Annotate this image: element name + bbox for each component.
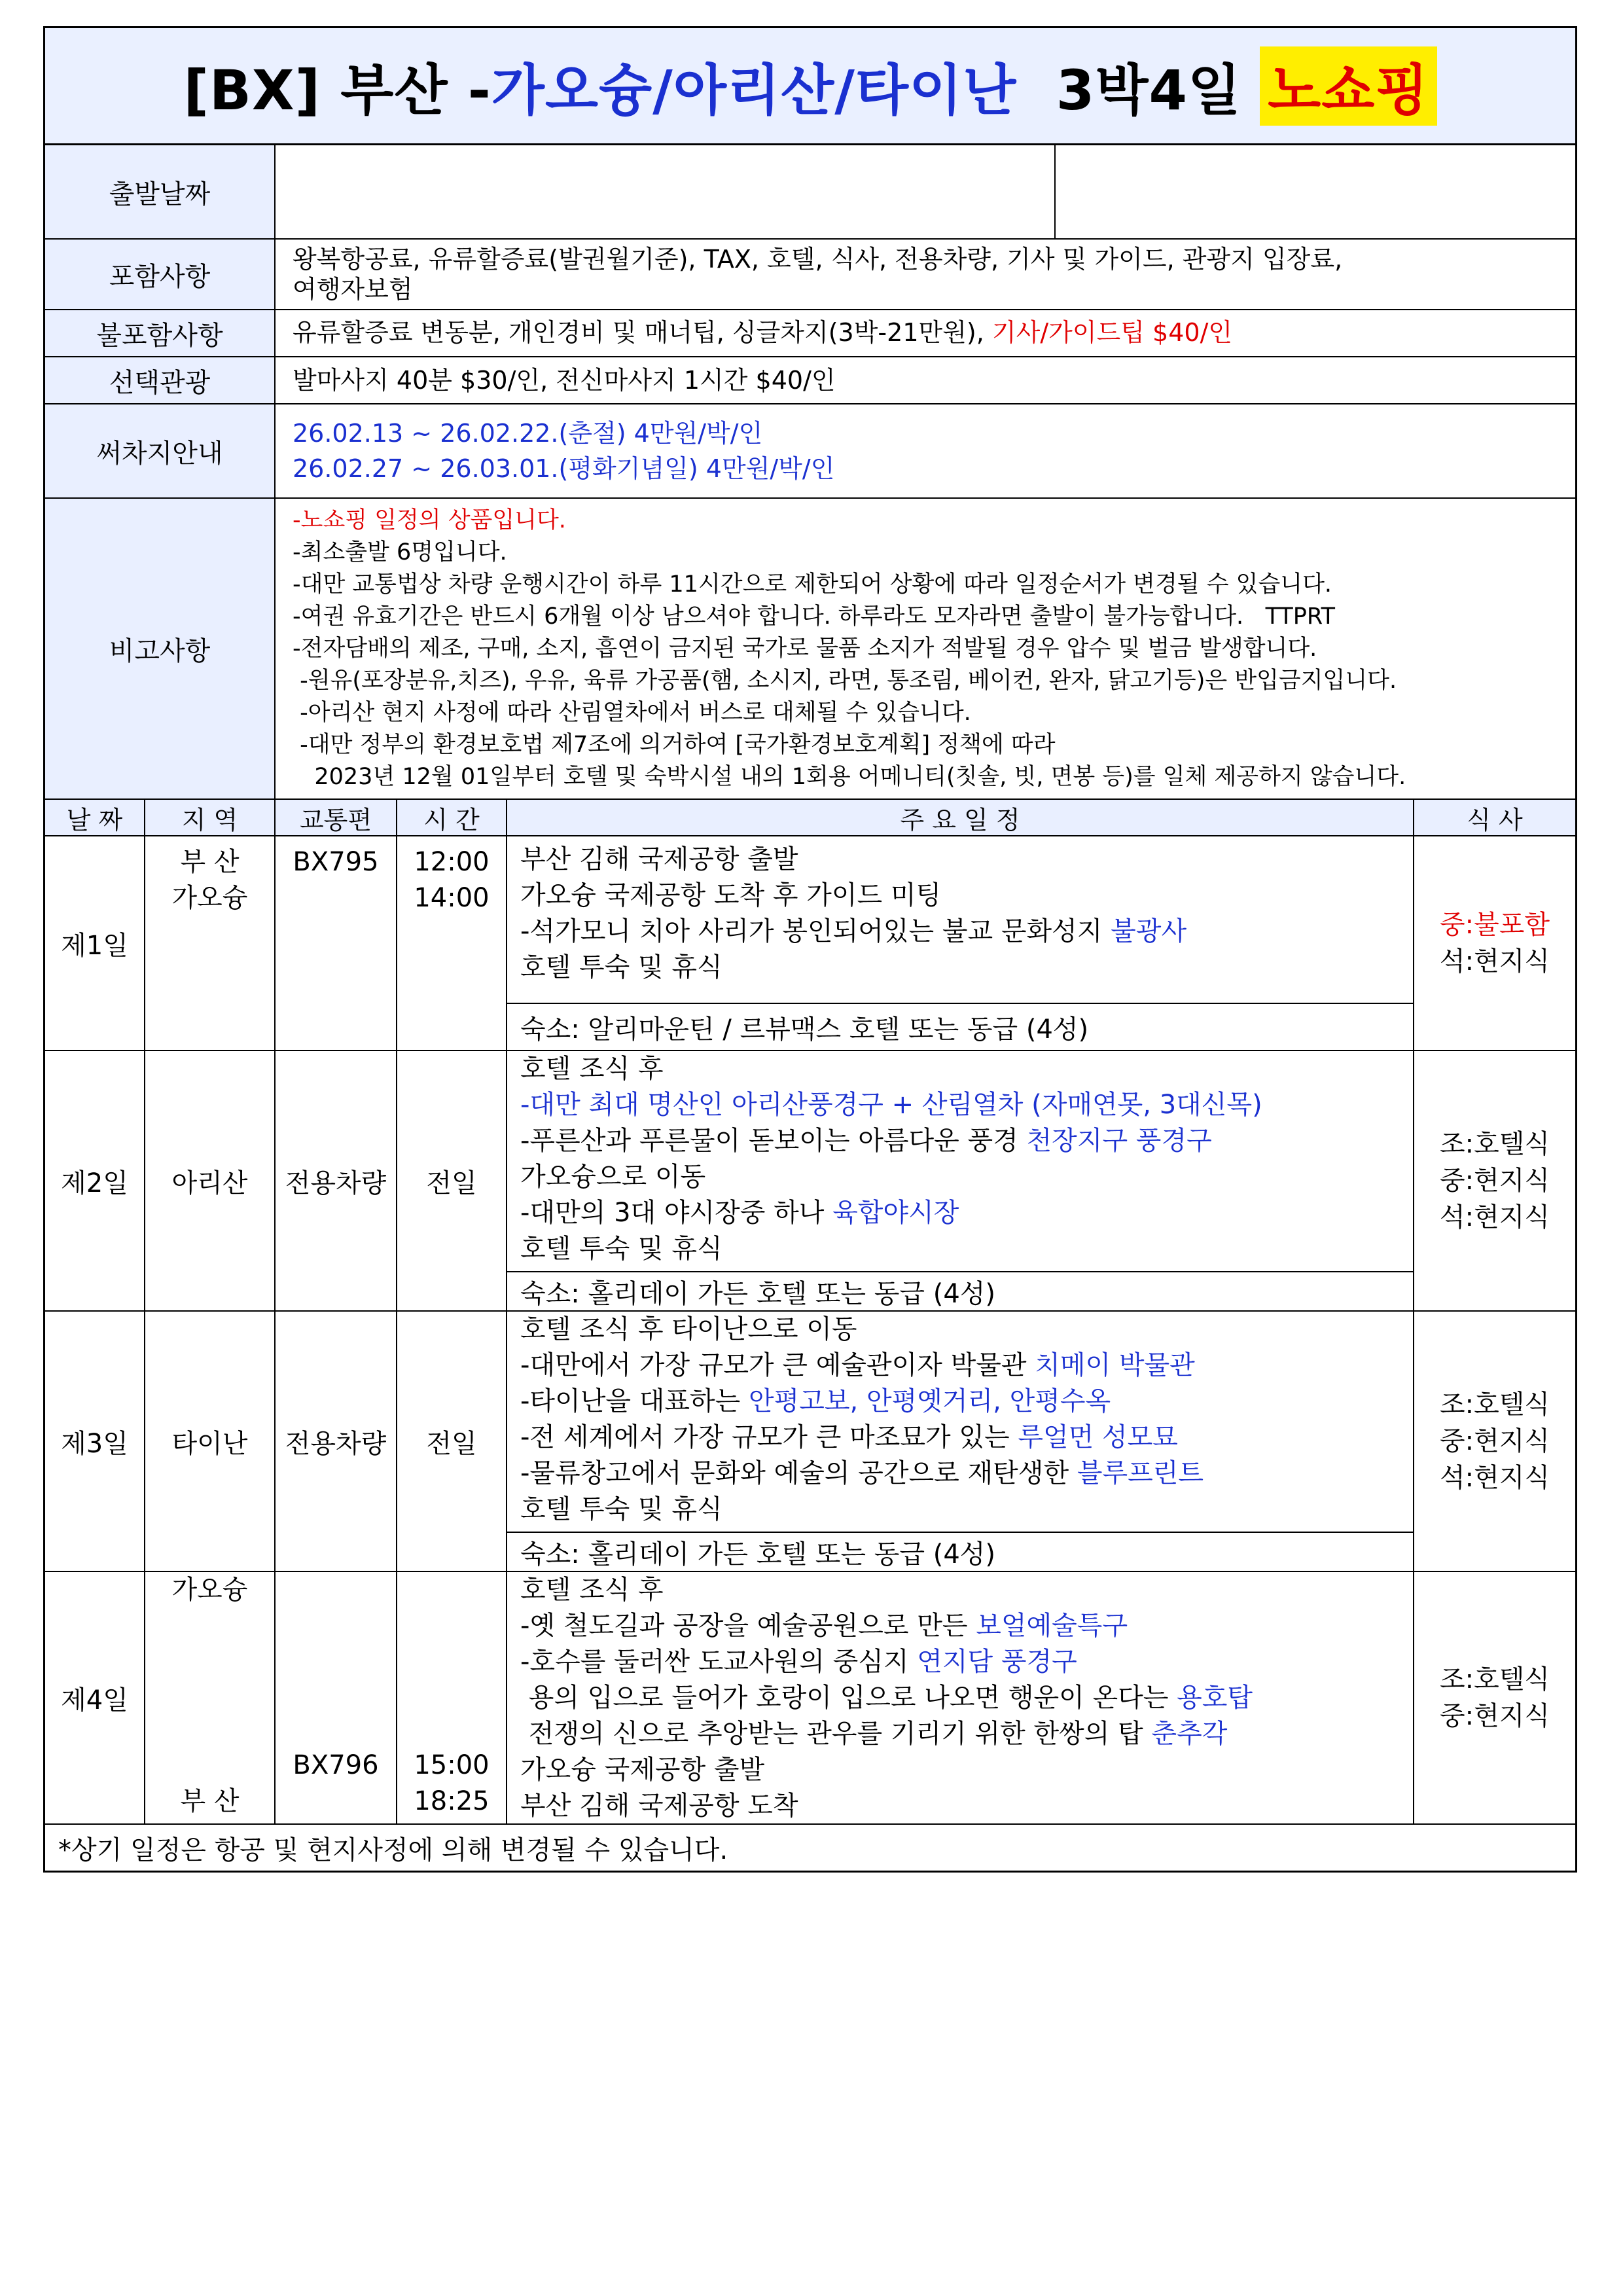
optional-tour-value: 발마사지 40분 $30/인, 전신마사지 1시간 $40/인	[293, 366, 836, 395]
day-schedule	[507, 1051, 1414, 1310]
schedule-line: 부산 김해 국제공항 도착	[520, 1791, 798, 1821]
day-time: 전일	[397, 1312, 507, 1571]
header-meal: 식 사	[1467, 805, 1523, 834]
schedule-text: -전 세계에서 가장 규모가 큰 마조묘가 있는	[520, 1422, 1018, 1452]
title-duration: 3박4일	[1056, 58, 1242, 122]
schedule-line	[520, 1608, 1400, 1644]
schedule-text: -호수를 둘러싼 도교사원의 중심지	[520, 1647, 918, 1677]
title-prefix: [BX] 부산 -	[183, 58, 491, 122]
time-line: 15:00	[414, 1750, 490, 1780]
day-row-2	[45, 1051, 1575, 1312]
surcharge-line-1: 26.02.13 ~ 26.02.22.(춘절) 4만원/박/인	[293, 419, 763, 448]
time-line: 18:25	[414, 1786, 490, 1816]
region-line: 가오슝	[171, 1575, 248, 1605]
surcharge-value	[276, 404, 1575, 497]
meal-line: 석:현지식	[1439, 1202, 1550, 1232]
included-value	[276, 240, 1575, 309]
schedule-line: 호텔 조식 후	[520, 1054, 664, 1084]
note-item: -여권 유효기간은 반드시 6개월 이상 남으셔야 합니다. 하루라도 모자라면 출발이 불가능합니다. TTPRT	[293, 603, 1335, 630]
schedule-line: 호텔 투숙 및 휴식	[520, 1234, 722, 1264]
day-meals	[1414, 1312, 1575, 1571]
meal-line: 조:호텔식	[1439, 1129, 1550, 1159]
surcharge-row	[45, 404, 1575, 499]
schedule-line: 호텔 투숙 및 휴식	[520, 1494, 722, 1524]
surcharge-label: 써차지안내	[45, 404, 276, 497]
schedule-line: 호텔 조식 후 타이난으로 이동	[520, 1314, 857, 1344]
meal-line: 중:현지식	[1439, 1426, 1550, 1456]
schedule-text: 용의 입으로 들어가 호랑이 입으로 나오면 행운이 온다는	[520, 1683, 1177, 1713]
departure-value-2	[1056, 145, 1575, 238]
attraction-highlight: 안평고보, 안평옛거리, 안평수옥	[748, 1386, 1111, 1416]
schedule-text: 전쟁의 신으로 추앙받는 관우를 기리기 위한 한쌍의 탑	[520, 1719, 1152, 1749]
schedule-line	[520, 1123, 1400, 1159]
meal-line: 조:호텔식	[1439, 1390, 1550, 1420]
day-schedule	[507, 1312, 1414, 1571]
day-transport: 전용차량	[276, 1312, 397, 1571]
day-region	[145, 836, 276, 1050]
day-time	[397, 836, 507, 1050]
schedule-line	[520, 1680, 1400, 1716]
attraction-highlight: 춘추각	[1151, 1719, 1228, 1749]
attraction-highlight: 치메이 박물관	[1035, 1350, 1195, 1380]
schedule-text: -석가모니 치아 사리가 봉인되어있는 불교 문화성지	[520, 916, 1111, 946]
schedule-line: -대만 최대 명산인 아리산풍경구 + 산림열차 (자매연못, 3대신목)	[520, 1090, 1262, 1120]
schedule-text: -물류창고에서 문화와 예술의 공간으로 재탄생한	[520, 1458, 1077, 1488]
meal-line: 중:현지식	[1439, 1166, 1550, 1196]
time-line: 14:00	[414, 883, 490, 913]
included-line-1: 왕복항공료, 유류할증료(발권월기준), TAX, 호텔, 식사, 전용차량, 기사 및 가이드, 관광지 입장료,	[293, 245, 1343, 274]
day-schedule	[507, 1572, 1414, 1823]
schedule-line: 호텔 조식 후	[520, 1575, 664, 1605]
itinerary-table	[43, 26, 1577, 1873]
excluded-value	[276, 310, 1575, 356]
meal-line: 중:불포함	[1439, 910, 1550, 940]
note-item: -최소출발 6명입니다.	[293, 539, 507, 565]
schedule-text: -대만의 3대 야시장중 하나	[520, 1198, 833, 1228]
day-accommodation: 숙소: 홀리데이 가든 호텔 또는 동급 (4성)	[507, 1532, 1413, 1571]
surcharge-line-2: 26.02.27 ~ 26.03.01.(평화기념일) 4만원/박/인	[293, 454, 835, 483]
departure-label: 출발날짜	[45, 145, 276, 238]
note-item: -대만 교통법상 차량 운행시간이 하루 11시간으로 제한되어 상황에 따라 일정순서가 변경될 수 있습니다.	[293, 571, 1332, 598]
day-accommodation: 숙소: 알리마운틴 / 르뷰맥스 호텔 또는 동급 (4성)	[507, 1003, 1413, 1050]
transport-line: BX796	[293, 1750, 379, 1780]
attraction-highlight: 용호탑	[1177, 1683, 1253, 1713]
attraction-highlight: 보얼예술특구	[976, 1611, 1128, 1641]
day-region: 타이난	[145, 1312, 276, 1571]
footer-note: *상기 일정은 항공 및 현지사정에 의해 변경될 수 있습니다.	[58, 1835, 728, 1865]
day-row-4	[45, 1572, 1575, 1825]
notes-label: 비고사항	[45, 499, 276, 798]
schedule-line: 가오슝 국제공항 출발	[520, 1755, 765, 1785]
schedule-line: 부산 김해 국제공항 출발	[520, 844, 798, 874]
note-item: -아리산 현지 사정에 따라 산림열차에서 버스로 대체될 수 있습니다.	[293, 699, 971, 726]
day-transport: BX795	[276, 836, 397, 1050]
optional-tour-row	[45, 357, 1575, 404]
meal-line: 조:호텔식	[1439, 1664, 1550, 1695]
meal-line: 석:현지식	[1439, 1463, 1550, 1493]
schedule-line	[520, 1195, 1400, 1231]
day-label: 제4일	[45, 1572, 145, 1823]
excluded-label: 불포함사항	[45, 310, 276, 356]
note-item: -전자담배의 제조, 구매, 소지, 흡연이 금지된 국가로 물품 소지가 적발될 경우 압수 및 벌금 발생합니다.	[293, 635, 1317, 662]
day-time: 전일	[397, 1051, 507, 1310]
day-transport: 전용차량	[276, 1051, 397, 1310]
header-schedule: 주 요 일 정	[507, 800, 1414, 835]
notes-row	[45, 499, 1575, 800]
note-item: -대만 정부의 환경보호법 제7조에 의거하여 [국가환경보호계획] 정책에 따라	[293, 731, 1056, 758]
schedule-line	[520, 914, 1400, 950]
day-meals	[1414, 1051, 1575, 1310]
page-title	[45, 28, 1575, 145]
day-region: 아리산	[145, 1051, 276, 1310]
schedule-line	[520, 1420, 1400, 1456]
header-transport: 교통편	[276, 800, 397, 835]
time-line: 12:00	[414, 847, 490, 877]
included-label: 포함사항	[45, 240, 276, 309]
note-item: 2023년 12월 01일부터 호텔 및 숙박시설 내의 1회용 어메니티(칫솔, 빗, 면봉 등)를 일체 제공하지 않습니다.	[293, 763, 1406, 790]
schedule-line: 가오슝으로 이동	[520, 1162, 706, 1192]
schedule-line	[520, 1348, 1400, 1384]
region-line: 가오슝	[171, 883, 248, 913]
day-meals	[1414, 1572, 1575, 1823]
optional-tour-label: 선택관광	[45, 357, 276, 403]
region-line: 부 산	[180, 1786, 240, 1816]
departure-row	[45, 145, 1575, 240]
attraction-highlight: 불광사	[1111, 916, 1187, 946]
day-label: 제3일	[45, 1312, 145, 1571]
schedule-line	[520, 1384, 1400, 1420]
schedule-text: -옛 철도길과 공장을 예술공원으로 만든	[520, 1611, 976, 1641]
day-region	[145, 1572, 276, 1823]
attraction-highlight: 블루프린트	[1077, 1458, 1204, 1488]
header-region: 지 역	[145, 800, 276, 835]
schedule-line	[520, 1456, 1400, 1492]
included-row	[45, 240, 1575, 310]
note-item: -노쇼핑 일정의 상품입니다.	[293, 507, 566, 533]
included-line-2: 여행자보험	[293, 275, 413, 304]
departure-value-1	[276, 145, 1056, 238]
region-line: 부 산	[180, 847, 240, 877]
day-label: 제1일	[45, 836, 145, 1050]
header-date: 날 짜	[45, 800, 145, 835]
excluded-tip: 기사/가이드팁 $40/인	[991, 318, 1233, 347]
schedule-text: -타이난을 대표하는	[520, 1386, 749, 1416]
day-meals	[1414, 836, 1575, 1050]
schedule-line	[520, 1644, 1400, 1680]
day-schedule	[507, 836, 1414, 1050]
header-time: 시 간	[397, 800, 507, 835]
meal-line: 석:현지식	[1439, 946, 1550, 977]
schedule-line: 가오슝 국제공항 도착 후 가이드 미팅	[520, 880, 942, 910]
day-transport	[276, 1572, 397, 1823]
note-item: -원유(포장분유,치즈), 우유, 육류 가공품(햄, 소시지, 라면, 통조림, 베이컨, 완자, 닭고기등)은 반입금지입니다.	[293, 667, 1397, 694]
schedule-header	[45, 800, 1575, 836]
day-time	[397, 1572, 507, 1823]
attraction-highlight: 천장지구 풍경구	[1026, 1126, 1212, 1156]
day-accommodation: 숙소: 홀리데이 가든 호텔 또는 동급 (4성)	[507, 1271, 1413, 1310]
excluded-text: 유류할증료 변동분, 개인경비 및 매너팁, 싱글차지(3박-21만원),	[293, 318, 984, 347]
day-row-1	[45, 836, 1575, 1051]
schedule-text: -푸른산과 푸른물이 돋보이는 아름다운 풍경	[520, 1126, 1027, 1156]
meal-line: 중:현지식	[1439, 1701, 1550, 1731]
day-label: 제2일	[45, 1051, 145, 1310]
schedule-line: 호텔 투숙 및 휴식	[520, 952, 722, 982]
schedule-line	[520, 1716, 1400, 1752]
excluded-row	[45, 310, 1575, 357]
attraction-highlight: 연지담 풍경구	[917, 1647, 1077, 1677]
title-route: 가오슝/아리산/타이난	[491, 58, 1017, 122]
no-shopping-badge: 노쇼핑	[1260, 46, 1436, 126]
attraction-highlight: 육합야시장	[832, 1198, 959, 1228]
attraction-highlight: 루얼먼 성모묘	[1018, 1422, 1178, 1452]
day-row-3	[45, 1312, 1575, 1572]
schedule-text: -대만에서 가장 규모가 큰 예술관이자 박물관	[520, 1350, 1035, 1380]
notes-list	[276, 499, 1575, 798]
